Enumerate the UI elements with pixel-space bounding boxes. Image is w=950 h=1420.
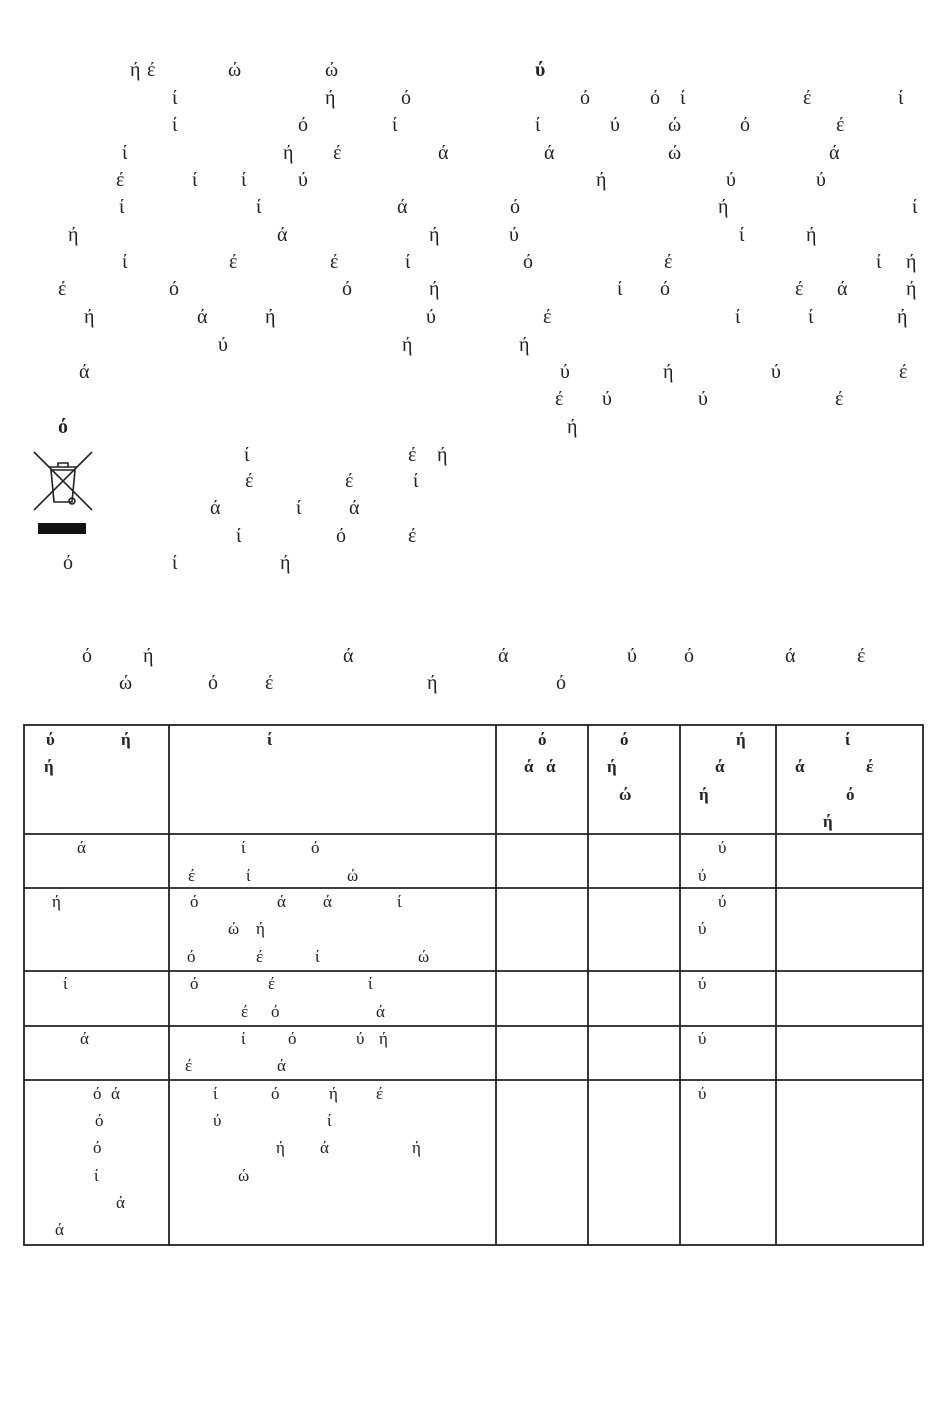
- notice-glyph: έ: [147, 59, 156, 81]
- table-header-glyph: ύ: [46, 730, 55, 749]
- table-header-glyph: ά: [715, 757, 725, 776]
- notice-line: [0, 194, 950, 220]
- notice-line: [0, 468, 950, 494]
- table-cell-glyph: ή: [412, 1138, 421, 1157]
- table-header-glyph: ά: [795, 757, 805, 776]
- table-header-glyph: ό: [846, 785, 855, 804]
- table-header-glyph: ό: [620, 730, 629, 749]
- intro-glyph: ό: [684, 645, 694, 667]
- table-header-glyph: ή: [44, 757, 54, 776]
- table-header-glyph: ά: [524, 757, 534, 776]
- table-cell-glyph: ό: [190, 892, 199, 911]
- table-cell-glyph: ώ: [418, 947, 430, 966]
- table-cell-glyph: ή: [256, 919, 265, 938]
- notice-glyph: ί: [739, 224, 745, 246]
- table-cell-glyph: ύ: [213, 1111, 222, 1130]
- notice-glyph: ή: [906, 251, 917, 273]
- notice-glyph: ί: [912, 196, 918, 218]
- notice-glyph: ή: [663, 361, 674, 383]
- notice-line: [0, 414, 950, 440]
- table-cell-glyph: ί: [241, 1029, 246, 1048]
- table-header-glyph: ή: [607, 757, 617, 776]
- notice-line: [0, 359, 950, 385]
- notice-glyph: ύ: [535, 59, 546, 81]
- notice-glyph: ί: [808, 306, 814, 328]
- notice-glyph: ό: [660, 278, 670, 300]
- table-cell-glyph: ώ: [228, 919, 240, 938]
- notice-glyph: ί: [898, 87, 904, 109]
- table-cell-glyph: ά: [320, 1138, 329, 1157]
- notice-glyph: ά: [79, 361, 90, 383]
- notice-glyph: ό: [650, 87, 660, 109]
- table-cell-glyph: ά: [277, 892, 286, 911]
- notice-glyph: έ: [58, 278, 67, 300]
- notice-glyph: έ: [664, 251, 673, 273]
- table-cell-glyph: ή: [329, 1084, 338, 1103]
- table-cell-glyph: ί: [213, 1084, 218, 1103]
- notice-line: [0, 85, 950, 111]
- notice-glyph: ή: [718, 196, 729, 218]
- table-cell-glyph: ύ: [718, 838, 727, 857]
- notice-glyph: ή: [429, 278, 440, 300]
- intro-glyph: ά: [785, 645, 796, 667]
- table-cell-glyph: ά: [80, 1029, 89, 1048]
- notice-glyph: ί: [680, 87, 686, 109]
- table-cell-glyph: ύ: [698, 866, 707, 885]
- notice-glyph: έ: [835, 388, 844, 410]
- table-header-glyph: ό: [538, 730, 547, 749]
- notice-glyph: ό: [58, 416, 68, 438]
- notice-glyph: ώ: [228, 59, 242, 81]
- table-cell-glyph: ί: [241, 838, 246, 857]
- notice-glyph: ή: [596, 169, 607, 191]
- notice-glyph: ή: [283, 142, 294, 164]
- table-cell-glyph: ί: [397, 892, 402, 911]
- notice-glyph: ά: [349, 497, 360, 519]
- table-header-glyph: ή: [121, 730, 131, 749]
- notice-glyph: ά: [277, 224, 288, 246]
- intro-glyph: ά: [343, 645, 354, 667]
- notice-line: [0, 57, 950, 83]
- intro-glyph: ώ: [119, 672, 133, 694]
- table-cell-glyph: ύ: [698, 1084, 707, 1103]
- notice-line: [0, 276, 950, 302]
- notice-glyph: ό: [342, 278, 352, 300]
- table-cell-glyph: ό: [190, 974, 199, 993]
- table-cell-glyph: έ: [268, 974, 276, 993]
- intro-glyph: ή: [427, 672, 438, 694]
- notice-glyph: ά: [210, 497, 221, 519]
- notice-line: [0, 332, 950, 358]
- table-cell-glyph: ά: [376, 1002, 385, 1021]
- notice-glyph: ύ: [509, 224, 519, 246]
- notice-glyph: ά: [837, 278, 848, 300]
- table-header-glyph: ή: [823, 812, 833, 831]
- table-cell-glyph: ύ: [356, 1029, 365, 1048]
- table-header-glyph: ή: [736, 730, 746, 749]
- notice-glyph: ί: [192, 169, 198, 191]
- crossed-out-wheelie-bin-icon: [32, 450, 94, 540]
- notice-glyph: ί: [413, 470, 419, 492]
- notice-glyph: ί: [244, 444, 250, 466]
- table-cell-glyph: ή: [379, 1029, 388, 1048]
- intro-glyph: ό: [208, 672, 218, 694]
- table-cell-glyph: έ: [185, 1056, 193, 1075]
- table-cell-glyph: ύ: [698, 1029, 707, 1048]
- notice-glyph: ί: [392, 114, 398, 136]
- table-cell-glyph: ά: [111, 1084, 120, 1103]
- notice-line: [0, 386, 950, 412]
- intro-glyph: έ: [857, 645, 866, 667]
- notice-line: [0, 112, 950, 138]
- intro-glyph: ύ: [627, 645, 637, 667]
- notice-line: [0, 304, 950, 330]
- notice-glyph: έ: [555, 388, 564, 410]
- notice-line: [0, 550, 950, 576]
- notice-glyph: ή: [68, 224, 79, 246]
- table-cell-glyph: έ: [188, 866, 196, 885]
- table-cell-glyph: ί: [63, 974, 68, 993]
- intro-glyph: ή: [143, 645, 154, 667]
- notice-glyph: ί: [122, 251, 128, 273]
- notice-glyph: ά: [397, 196, 408, 218]
- table-cell-glyph: ί: [94, 1166, 99, 1185]
- notice-glyph: ή: [429, 224, 440, 246]
- notice-glyph: ί: [405, 251, 411, 273]
- notice-glyph: ά: [544, 142, 555, 164]
- table-cell-glyph: ά: [77, 838, 86, 857]
- notice-glyph: ύ: [726, 169, 736, 191]
- table-cell-glyph: ί: [246, 866, 251, 885]
- table-cell-glyph: ό: [93, 1138, 102, 1157]
- notice-glyph: έ: [345, 470, 354, 492]
- notice-glyph: έ: [836, 114, 845, 136]
- table-cell-glyph: ύ: [718, 892, 727, 911]
- notice-glyph: ί: [535, 114, 541, 136]
- notice-line: [0, 495, 950, 521]
- table-header-glyph: ί: [267, 730, 273, 749]
- notice-glyph: ά: [197, 306, 208, 328]
- notice-glyph: ό: [523, 251, 533, 273]
- notice-glyph: έ: [408, 525, 417, 547]
- table-cell-glyph: ώ: [347, 866, 359, 885]
- notice-glyph: ό: [336, 525, 346, 547]
- notice-glyph: ύ: [771, 361, 781, 383]
- notice-glyph: ί: [256, 196, 262, 218]
- notice-glyph: ό: [169, 278, 179, 300]
- notice-glyph: έ: [899, 361, 908, 383]
- notice-glyph: ή: [265, 306, 276, 328]
- intro-glyph: ό: [82, 645, 92, 667]
- notice-glyph: ύ: [560, 361, 570, 383]
- notice-glyph: ί: [122, 142, 128, 164]
- notice-glyph: ή: [437, 444, 448, 466]
- table-cell-glyph: ύ: [698, 919, 707, 938]
- table-cell-glyph: έ: [376, 1084, 384, 1103]
- table-cell-glyph: ή: [52, 892, 61, 911]
- notice-glyph: ύ: [426, 306, 436, 328]
- table-cell-glyph: ό: [187, 947, 196, 966]
- notice-glyph: ή: [897, 306, 908, 328]
- table-cell-glyph: ά: [277, 1056, 286, 1075]
- notice-glyph: ό: [401, 87, 411, 109]
- notice-glyph: ώ: [668, 142, 682, 164]
- notice-line: [0, 167, 950, 193]
- table-cell-glyph: ό: [288, 1029, 297, 1048]
- notice-glyph: ύ: [610, 114, 620, 136]
- intro-line: [0, 670, 950, 696]
- notice-line: [0, 249, 950, 275]
- notice-glyph: ί: [172, 114, 178, 136]
- notice-line: [0, 523, 950, 549]
- notice-glyph: ή: [519, 334, 530, 356]
- notice-glyph: ώ: [668, 114, 682, 136]
- notice-glyph: ή: [402, 334, 413, 356]
- table-cell-glyph: έ: [256, 947, 264, 966]
- intro-glyph: έ: [265, 672, 274, 694]
- notice-glyph: ό: [580, 87, 590, 109]
- notice-glyph: έ: [803, 87, 812, 109]
- table-cell-glyph: ώ: [238, 1166, 250, 1185]
- notice-glyph: ί: [172, 87, 178, 109]
- notice-glyph: ί: [296, 497, 302, 519]
- table-cell-glyph: ί: [368, 974, 373, 993]
- table-header-glyph: έ: [866, 757, 874, 776]
- notice-glyph: ί: [172, 552, 178, 574]
- notice-glyph: ύ: [602, 388, 612, 410]
- intro-line: [0, 643, 950, 669]
- notice-glyph: ό: [510, 196, 520, 218]
- notice-glyph: έ: [229, 251, 238, 273]
- notice-glyph: έ: [330, 251, 339, 273]
- notice-line: [0, 222, 950, 248]
- table-cell-glyph: ό: [311, 838, 320, 857]
- notice-glyph: ό: [298, 114, 308, 136]
- table-cell-glyph: έ: [241, 1002, 249, 1021]
- notice-glyph: ά: [829, 142, 840, 164]
- notice-glyph: έ: [543, 306, 552, 328]
- notice-glyph: ύ: [816, 169, 826, 191]
- notice-line: [0, 442, 950, 468]
- notice-glyph: ί: [119, 196, 125, 218]
- notice-glyph: ί: [735, 306, 741, 328]
- table-cell-glyph: ί: [315, 947, 320, 966]
- notice-glyph: ύ: [298, 169, 308, 191]
- notice-glyph: ά: [438, 142, 449, 164]
- table-cell-glyph: ά: [116, 1193, 125, 1212]
- table-header-glyph: ή: [699, 785, 709, 804]
- table-cell-glyph: ί: [327, 1111, 332, 1130]
- table-header-glyph: ώ: [619, 785, 632, 804]
- notice-glyph: ί: [617, 278, 623, 300]
- intro-glyph: ά: [498, 645, 509, 667]
- table-cell-glyph: ό: [271, 1002, 280, 1021]
- notice-glyph: ύ: [218, 334, 228, 356]
- intro-glyph: ό: [556, 672, 566, 694]
- notice-line: [0, 140, 950, 166]
- notice-glyph: έ: [116, 169, 125, 191]
- table-cell-glyph: ά: [55, 1220, 64, 1239]
- notice-glyph: ί: [236, 525, 242, 547]
- notice-glyph: ή: [280, 552, 291, 574]
- notice-glyph: ή: [130, 59, 141, 81]
- notice-glyph: ώ: [325, 59, 339, 81]
- notice-glyph: έ: [408, 444, 417, 466]
- table-header-glyph: ί: [845, 730, 851, 749]
- notice-glyph: έ: [333, 142, 342, 164]
- table-cell-glyph: ή: [276, 1138, 285, 1157]
- notice-glyph: ή: [806, 224, 817, 246]
- table-cell-glyph: ό: [95, 1111, 104, 1130]
- notice-glyph: ή: [906, 278, 917, 300]
- notice-glyph: έ: [795, 278, 804, 300]
- notice-glyph: έ: [245, 470, 254, 492]
- table-cell-glyph: ό: [271, 1084, 280, 1103]
- notice-glyph: ύ: [698, 388, 708, 410]
- notice-glyph: ί: [241, 169, 247, 191]
- table-cell-glyph: ό: [93, 1084, 102, 1103]
- table-cell-glyph: ά: [323, 892, 332, 911]
- table-header-glyph: ά: [546, 757, 556, 776]
- hazardous-substances-table: [23, 724, 925, 1252]
- notice-glyph: ί: [876, 251, 882, 273]
- notice-glyph: ό: [63, 552, 73, 574]
- notice-glyph: ό: [740, 114, 750, 136]
- table-cell-glyph: ύ: [698, 974, 707, 993]
- notice-glyph: ή: [84, 306, 95, 328]
- notice-glyph: ή: [567, 416, 578, 438]
- notice-glyph: ή: [325, 87, 336, 109]
